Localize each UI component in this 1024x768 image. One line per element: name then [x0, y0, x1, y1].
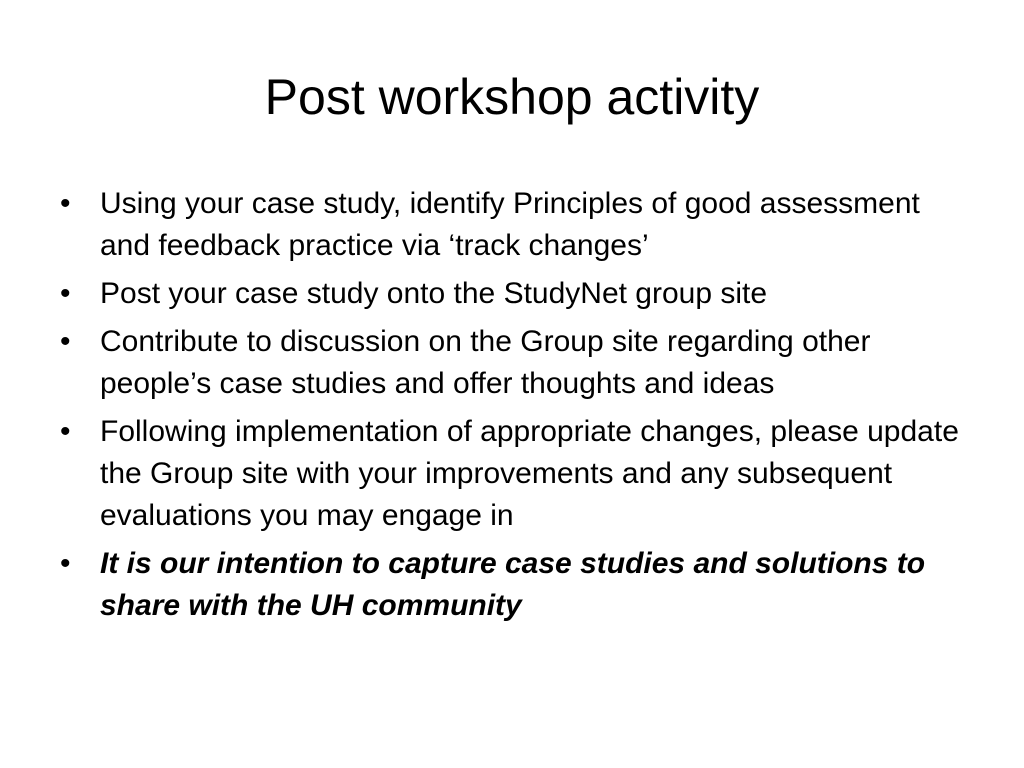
bullet-list — [60, 183, 965, 633]
bullet-item — [60, 543, 965, 627]
bullet-item — [60, 321, 965, 405]
bullet-dot-icon: • — [60, 325, 71, 358]
bullet-item — [60, 411, 965, 537]
bullet-dot-icon: • — [60, 187, 71, 220]
bullet-dot-icon: • — [60, 547, 71, 580]
slide-title: Post workshop activity — [264, 69, 760, 125]
bullet-text: Using your case study, identify Principles of good assessment and feedback practice via ‘track changes’ — [100, 187, 920, 262]
bullet-text: Post your case study onto the StudyNet group site — [100, 277, 768, 310]
bullet-dot-icon: • — [60, 415, 71, 448]
bullet-item — [60, 273, 965, 315]
bullet-item — [60, 183, 965, 267]
bullet-dot-icon: • — [60, 277, 71, 310]
bullet-text: Contribute to discussion on the Group site regarding other people’s case studies and offer thoughts and ideas — [100, 325, 871, 400]
bullet-text-emphasis: It is our intention to capture case studies and solutions to share with the UH community — [100, 547, 926, 622]
bullet-text: Following implementation of appropriate changes, please update the Group site with your improvements and any subsequent evaluations you may engage in — [100, 415, 959, 532]
